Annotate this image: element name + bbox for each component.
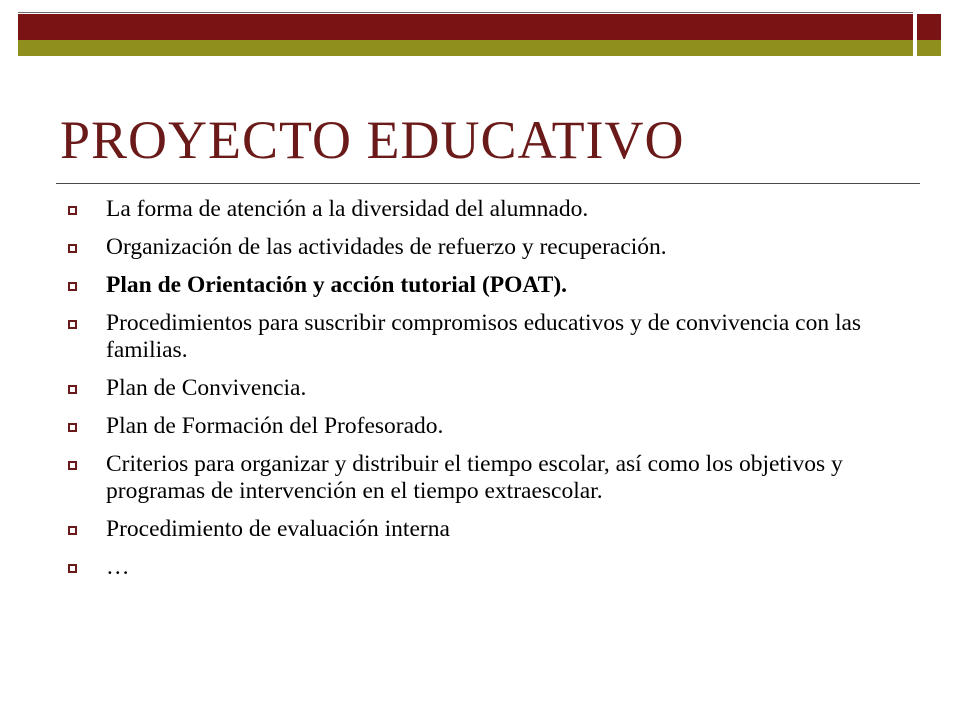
bullet-item-8 (60, 516, 910, 543)
square-bullet-icon (68, 423, 77, 432)
square-bullet-icon (68, 244, 77, 253)
bullet-list (60, 196, 910, 592)
bullet-text: Procedimientos para suscribir compromisos educativos y de convivencia con las familias. (106, 310, 862, 363)
square-bullet-icon (68, 461, 77, 470)
square-bullet-icon (68, 526, 77, 535)
header-band (18, 14, 913, 56)
bullet-text: Organización de las actividades de refuerzo y recuperación. (106, 234, 667, 260)
band-olive-stripe (18, 40, 913, 56)
bullet-text: Procedimiento de evaluación interna (106, 516, 450, 542)
bullet-text: Plan de Formación del Profesorado. (106, 413, 444, 439)
bullet-item-3 (60, 272, 910, 299)
corner-olive-stripe (917, 40, 941, 56)
bullet-item-6 (60, 413, 910, 440)
bullet-text: La forma de atención a la diversidad del alumnado. (106, 196, 589, 222)
bullet-item-7 (60, 451, 910, 505)
bullet-item-9 (60, 554, 910, 581)
square-bullet-icon (68, 564, 77, 573)
bullet-item-5 (60, 375, 910, 402)
slide-title: PROYECTO EDUCATIVO (60, 110, 685, 170)
corner-block (917, 14, 941, 56)
band-top-line (18, 12, 913, 13)
square-bullet-icon (68, 320, 77, 329)
square-bullet-icon (68, 206, 77, 215)
square-bullet-icon (68, 385, 77, 394)
title-divider (56, 183, 920, 184)
bullet-item-2 (60, 234, 910, 261)
bullet-item-4 (60, 310, 910, 364)
square-bullet-icon (68, 282, 77, 291)
band-dark-stripe (18, 14, 913, 40)
bullet-text: Plan de Orientación y acción tutorial (POAT). (106, 272, 568, 298)
bullet-item-1 (60, 196, 910, 223)
bullet-text: Criterios para organizar y distribuir el tiempo escolar, así como los objetivos y programas de intervención en el tiempo extraescolar. (106, 451, 843, 504)
corner-dark-stripe (917, 14, 941, 40)
bullet-text: … (106, 554, 130, 580)
bullet-text: Plan de Convivencia. (106, 375, 307, 401)
